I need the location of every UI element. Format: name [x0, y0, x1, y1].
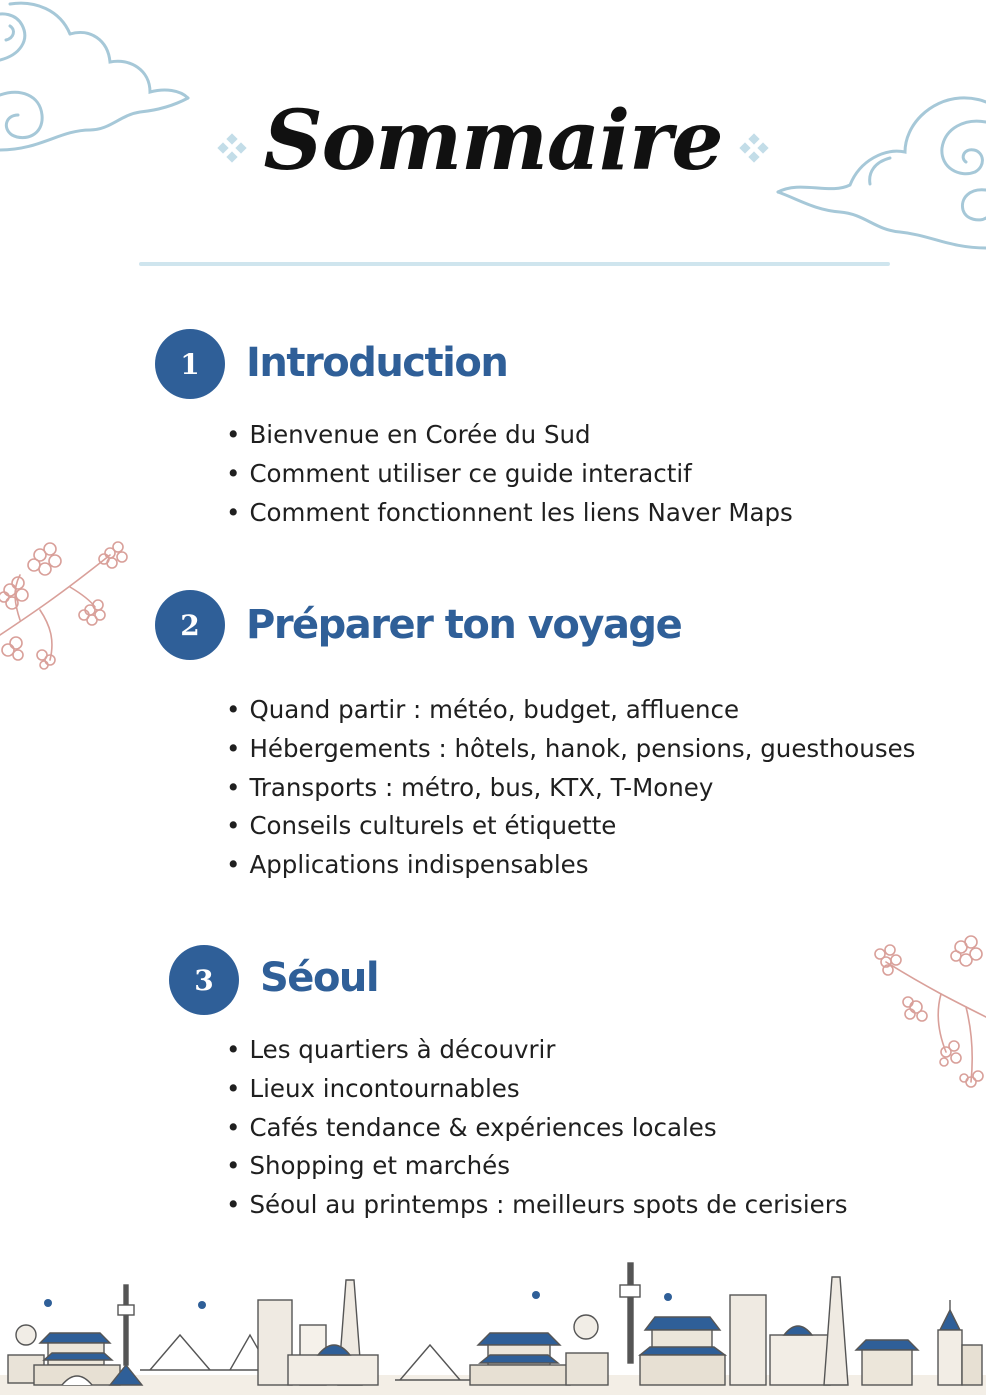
- seoul-skyline-illustration: [0, 1255, 986, 1395]
- list-item[interactable]: • Comment fonctionnent les liens Naver Maps: [226, 494, 793, 533]
- section-number-badge: 3: [169, 945, 239, 1015]
- cherry-blossom-branch-icon-right: [866, 932, 986, 1092]
- list-item[interactable]: • Lieux incontournables: [226, 1070, 848, 1109]
- section-items: [226, 416, 793, 532]
- list-item[interactable]: • Shopping et marchés: [226, 1147, 848, 1186]
- section-title[interactable]: Introduction: [246, 340, 508, 386]
- list-item[interactable]: • Hébergements : hôtels, hanok, pensions, guesthouses: [226, 730, 915, 769]
- list-item[interactable]: • Bienvenue en Corée du Sud: [226, 416, 793, 455]
- section-title[interactable]: Séoul: [260, 955, 379, 1001]
- cherry-blossom-branch-icon-left: [0, 515, 135, 670]
- list-item[interactable]: • Séoul au printemps : meilleurs spots de cerisiers: [226, 1186, 848, 1225]
- list-item[interactable]: • Quand partir : météo, budget, affluence: [226, 691, 915, 730]
- section-items: [226, 691, 915, 885]
- section-items: [226, 1031, 848, 1225]
- list-item[interactable]: • Les quartiers à découvrir: [226, 1031, 848, 1070]
- list-item[interactable]: • Cafés tendance & expériences locales: [226, 1109, 848, 1148]
- list-item[interactable]: • Applications indispensables: [226, 846, 915, 885]
- list-item[interactable]: • Conseils culturels et étiquette: [226, 807, 915, 846]
- section-number-badge: 2: [155, 590, 225, 660]
- list-item[interactable]: • Transports : métro, bus, KTX, T-Money: [226, 769, 915, 808]
- page-title: Sommaire: [263, 93, 723, 189]
- section-title[interactable]: Préparer ton voyage: [246, 602, 682, 648]
- title-divider: [139, 262, 890, 266]
- section-number-badge: 1: [155, 329, 225, 399]
- list-item[interactable]: • Comment utiliser ce guide interactif: [226, 455, 793, 494]
